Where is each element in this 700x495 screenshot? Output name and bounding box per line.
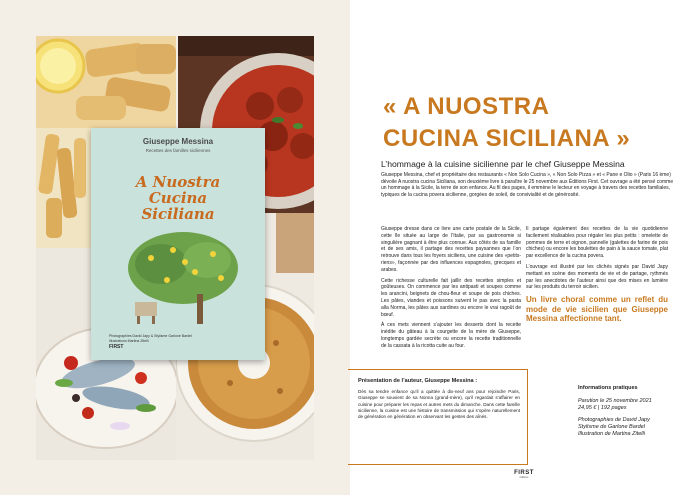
credit-photos: Photographies de David Japy xyxy=(578,417,650,423)
lemon-tree-illustration xyxy=(121,228,241,328)
fries-image xyxy=(36,128,91,248)
book-cover xyxy=(91,128,265,360)
photo-fries xyxy=(36,128,91,248)
paragraph: L’ouvrage est illustré par les clichés signés par David Japy mettant en scène des moments de vie et de partage, rythmés par les anecdotes de l’auteur ainsi que des mises en lumière sur les produits du terroir sicilien. xyxy=(526,263,668,291)
publisher-logo-tagline: éditions xyxy=(519,476,529,479)
credit-styling: Stylisme de Garlone Bardel xyxy=(578,424,645,430)
page-title-line2: CUCINA SICILIANA » xyxy=(383,125,631,152)
cover-title-line2: Cucina xyxy=(148,189,208,207)
release-date: Parution le 25 novembre 2021 xyxy=(578,398,652,404)
photo-fried-pannelle xyxy=(36,36,176,128)
page-subtitle: L’hommage à la cuisine sicilienne par le chef Giuseppe Messina xyxy=(381,159,625,169)
cover-credits-line1: Photographies David Japy & Stylisme Garlone Bardel xyxy=(109,334,192,338)
publisher-logo xyxy=(510,470,538,479)
cover-subtitle: Recettes des familles siciliennes xyxy=(145,148,211,153)
practical-info-heading: Informations pratiques xyxy=(578,385,638,391)
pull-quote: Un livre choral comme un reflet du mode de vie sicilien que Giuseppe Messina affectionne tant. xyxy=(526,295,668,324)
text-column-left xyxy=(381,226,521,354)
paragraph: Giuseppe dresse dans ce livre une carte postale de la Sicile, cette île située au large de l’Italie, par sa gastronomie si singulière gagnant à être plus connue. Aux côtés de sa famille et de ses amis, il partage des recettes paysannes que l’on retrouve dans tous les foyers siciliens, une cuisine des «petits-riens», façonnée par des influences espagnoles, grecques et arabes. xyxy=(381,226,521,273)
cover-publisher: FIRST xyxy=(109,344,124,350)
practical-info xyxy=(578,385,688,438)
page-title xyxy=(383,91,683,155)
author-box-text: Dès sa tendre enfance qu’il a quittée à dix-neuf ans pour rejoindre Paris, Giuseppe se souvient de sa Nonna (grand-mère), qu’il regardait s’affairer en cuisine pour préparer les repas et autres mets du dimanche. Dans cette famille sicilienne, la cuisine est une histoire de transmission qui s’opère naturellement de génération en génération en observant les gestes des aînés. xyxy=(358,389,520,420)
intro-paragraph: Giuseppe Messina, chef et propriétaire des restaurants « Non Solo Cucina », « Non Solo Pizza » et « Pane e Olio » (Paris 16 ème) dévoile A nuostra cucina Siciliana, son deuxième livre à paraître le 25 novembre aux Éditions First. Cet ouvrage a été pensé comme un hommage à la Sicile, la terre de son enfance. Au fil des pages, il emmène le lecteur en voyage à travers des recettes familiales, typiques de la cucina povera sicilienne, gorgées de soleil, de convivialité et de générosité. xyxy=(381,172,674,198)
paragraph: Cette richesse culturelle fait jaillir des recettes simples et goûteuses. On commence par les antipasti et soupes comme les arancini, beignets de chou-fleur et soupe de pois chiches. Les pâtes, viandes et poissons suivent le pas avec la pasta alla Norma, les pâtes aux sardines ou encore le vrai ragoût de bœuf. xyxy=(381,277,521,318)
page-title-line1: « A NUOSTRA xyxy=(383,93,550,120)
cover-title-line3: Siciliana xyxy=(141,205,215,223)
cover-credits xyxy=(109,334,192,344)
cover-author: Giuseppe Messina xyxy=(142,137,214,146)
cover-title xyxy=(91,174,265,222)
author-presentation-box xyxy=(348,369,528,465)
paragraph: Il partage également des recettes de la vie quotidienne facilement réalisables pour régaler les plus petits : omelette de pommes de terre et oignon, pannelle (galettes de farine de pois chiches) ou encore les boulettes de pain à la sauce tomate, plat par excellence de la cucina povera. xyxy=(526,226,668,260)
publisher-logo-name: FIRST xyxy=(514,470,534,476)
cover-title-line1: A Nuostra xyxy=(135,173,221,191)
author-box-heading: Présentation de l’auteur, Giuseppe Messina : xyxy=(358,378,478,384)
price-pages: 24,95 € | 192 pages xyxy=(578,405,627,411)
text-column-right xyxy=(526,226,668,324)
credit-illustration: Illustration de Martina Zitelli xyxy=(578,431,645,437)
pannelle-image xyxy=(36,36,176,128)
paragraph: À ces mets viennent s’ajouter les desserts dont la recette inédite du gâteau à la courgette de la mère de Giuseppe, longtemps gardée secrète ou encore la recette traditionnelle de la cassata à la ricotta cuite au four. xyxy=(381,322,521,349)
cover-credits-line2: Illustrations Martina Zitelli xyxy=(109,339,149,343)
